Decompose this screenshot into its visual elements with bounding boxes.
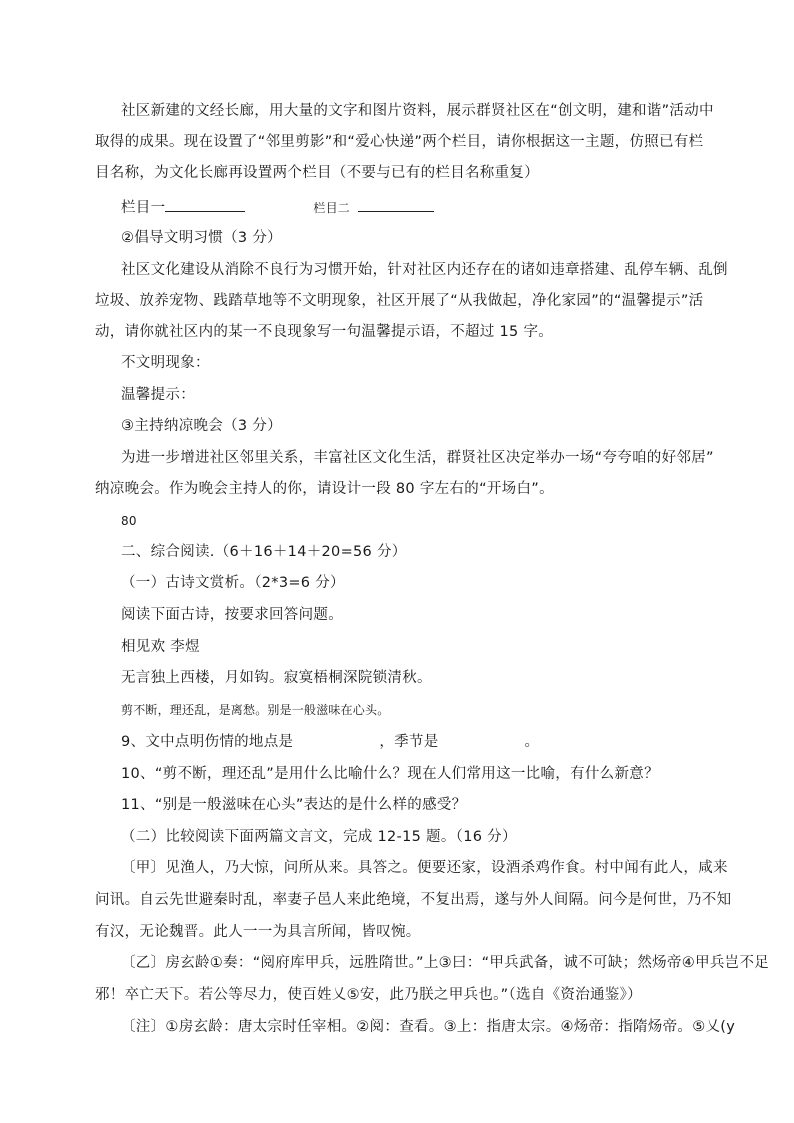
- subsection2-heading: （二）比较阅读下面两篇文言文，完成 12-15 题。（16 分）: [121, 829, 517, 845]
- poem-line1: 无言独上西楼，月如钩。寂寞梧桐深院锁清秋。: [121, 670, 432, 686]
- text-jia-line2: 问讯。自云先世避秦时乱，率妻子邑人来此绝境，不复出焉，遂与外人间隔。问今是何世，乃不知: [95, 892, 732, 908]
- para1-line3: 目名称，为文化长廊再设置两个栏目（不要与已有的栏目名称重复）: [95, 165, 539, 181]
- text-jia-line1: 〔甲〕见渔人，乃大惊，问所从来。具答之。便要还家，设酒杀鸡作食。村中闻有此人，咸来: [121, 860, 728, 876]
- question11: 11、“别是一般滋味在心头”表达的是什么样的感受？: [121, 797, 467, 813]
- column2-label: 栏目二: [313, 201, 351, 215]
- q9-part3: 。: [524, 734, 540, 750]
- text-yi-line2: 邪！卒亡天下。若公等尽力，使百姓乂⑤安，此乃朕之甲兵也。”（选自《资治通鉴》）: [95, 987, 642, 1003]
- question3-title: ③主持纳凉晚会（3 分）: [121, 418, 282, 434]
- subsection1-heading: （一）古诗文赏析。（2*3=6 分）: [121, 575, 345, 591]
- para2-line2: 垃圾、放养宠物、践踏草地等不文明现象，社区开展了“从我做起，净化家园”的“温馨提示”活: [95, 293, 704, 309]
- column1-label: 栏目一: [121, 200, 166, 216]
- para2-line3: 动，请你就社区内的某一不良现象写一句温馨提示语，不超过 15 字。: [95, 324, 554, 340]
- text-yi-line1: 〔乙〕房玄龄①奏：“阅府库甲兵，远胜隋世。”上③曰：“甲兵武备，诚不可缺；然炀帝④甲兵岂不足: [121, 955, 770, 971]
- tip-label: 温馨提示：: [121, 387, 195, 403]
- para1-line2: 取得的成果。现在设置了“邻里剪影”和“爱心快递”两个栏目，请你根据这一主题，仿照已有栏: [95, 134, 704, 150]
- q9-part1: 9、文中点明伤情的地点是: [121, 734, 294, 750]
- column-answer-line: [121, 197, 434, 218]
- question9: [121, 732, 539, 752]
- column1-blank[interactable]: [165, 197, 245, 212]
- question2-title: ②倡导文明习惯（3 分）: [121, 230, 282, 246]
- column2-blank[interactable]: [358, 197, 434, 212]
- section2-heading: 二、综合阅读.（6＋16＋14＋20=56 分）: [121, 544, 407, 560]
- question10: 10、“剪不断，理还乱”是用什么比喻什么？现在人们常用这一比喻，有什么新意？: [121, 766, 659, 782]
- poem-line2: 剪不断，理还乱，是离愁。别是一般滋味在心头。: [121, 703, 390, 717]
- para1-line1: 社区新建的文经长廊，用大量的文字和图片资料，展示群贤社区在“创文明，建和谐”活动中: [121, 103, 714, 119]
- poem-instruction: 阅读下面古诗，按要求回答问题。: [121, 607, 343, 623]
- para3-line2: 纳凉晚会。作为晚会主持人的你，请设计一段 80 字左右的“开场白”。: [95, 481, 554, 497]
- annotation-note: 〔注〕①房玄龄：唐太宗时任宰相。②阅：查看。③上：指唐太宗。④炀帝：指隋炀帝。⑤乂(у: [121, 1019, 736, 1035]
- para2-line1: 社区文化建设从消除不良行为习惯开始，针对社区内还存在的诸如违章搭建、乱停车辆、乱倒: [121, 262, 728, 278]
- q9-part2: ，季节是: [379, 734, 439, 750]
- poem-title: 相见欢 李煜: [121, 639, 200, 655]
- word-count-80: 80: [121, 514, 137, 528]
- uncivil-label: 不文明现象：: [121, 355, 210, 371]
- para3-line1: 为进一步增进社区邻里关系，丰富社区文化生活，群贤社区决定举办一场“夸夸咱的好邻居”: [121, 450, 714, 466]
- text-jia-line3: 有汉，无论魏晋。此人一一为具言所闻，皆叹惋。: [95, 924, 421, 940]
